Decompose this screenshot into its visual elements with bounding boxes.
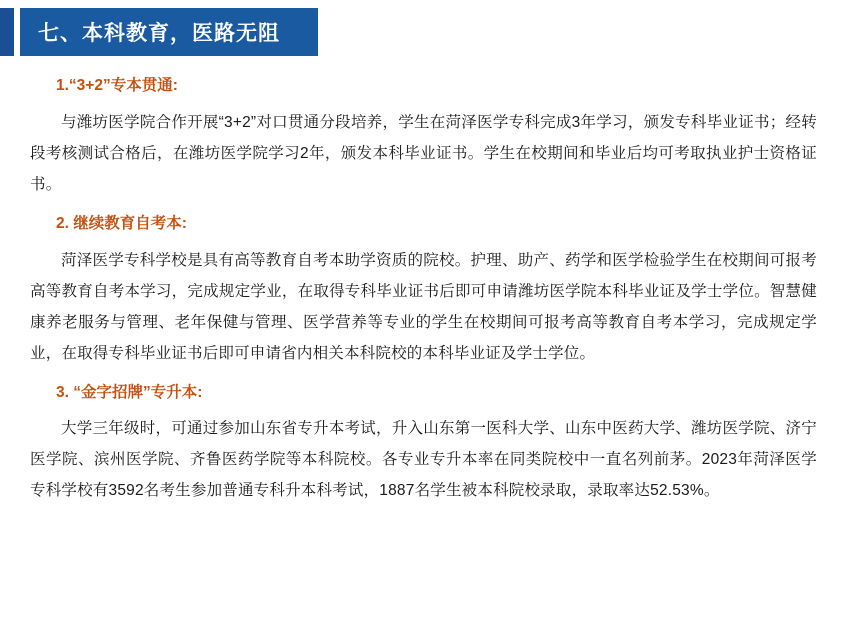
- section-heading-3: 3. “金字招牌”专升本:: [56, 383, 203, 401]
- header-accent-bar: [0, 8, 14, 56]
- section-block-1: [30, 74, 817, 200]
- section-header-band: [0, 8, 841, 56]
- header-title-block: [20, 8, 318, 56]
- page-title: 七、本科教育，医路无阻: [38, 22, 280, 45]
- section-paragraph-3: 大学三年级时，可通过参加山东省专升本考试，升入山东第一医科大学、山东中医药大学、潍坊医学院、济宁医学院、滨州医学院、齐鲁医药学院等本科院校。各专业专升本率在同类院校中一直名列前茅。2023年菏泽医学专科学校有3592名考生参加普通专科升本科考试，1887名学生被本科院校录取，录取率达52.53%。: [30, 420, 817, 500]
- document-page: [0, 8, 841, 622]
- header-filler: [318, 8, 841, 56]
- section-paragraph-1: 与潍坊医学院合作开展“3+2”对口贯通分段培养，学生在菏泽医学专科完成3年学习，颁发专科毕业证书；经转段考核测试合格后，在潍坊医学院学习2年，颁发本科毕业证书。学生在校期间和毕业后均可考取执业护士资格证书。: [30, 113, 817, 193]
- section-heading-1: 1.“3+2”专本贯通:: [56, 77, 178, 94]
- section-block-3: [30, 381, 817, 507]
- document-content: [0, 56, 841, 506]
- section-paragraph-2: 菏泽医学专科学校是具有高等教育自考本助学资质的院校。护理、助产、药学和医学检验学生在校期间可报考高等教育自考本学习，完成规定学业，在取得专科毕业证书后即可申请潍坊医学院本科毕业证及学士学位。智慧健康养老服务与管理、老年保健与管理、医学营养等专业的学生在校期间可报考高等教育自考本学习，完成规定学业，在取得专科毕业证书后即可申请省内相关本科院校的本科毕业证及学士学位。: [30, 251, 817, 362]
- section-heading-2: 2. 继续教育自考本:: [56, 214, 187, 232]
- section-block-2: [30, 212, 817, 369]
